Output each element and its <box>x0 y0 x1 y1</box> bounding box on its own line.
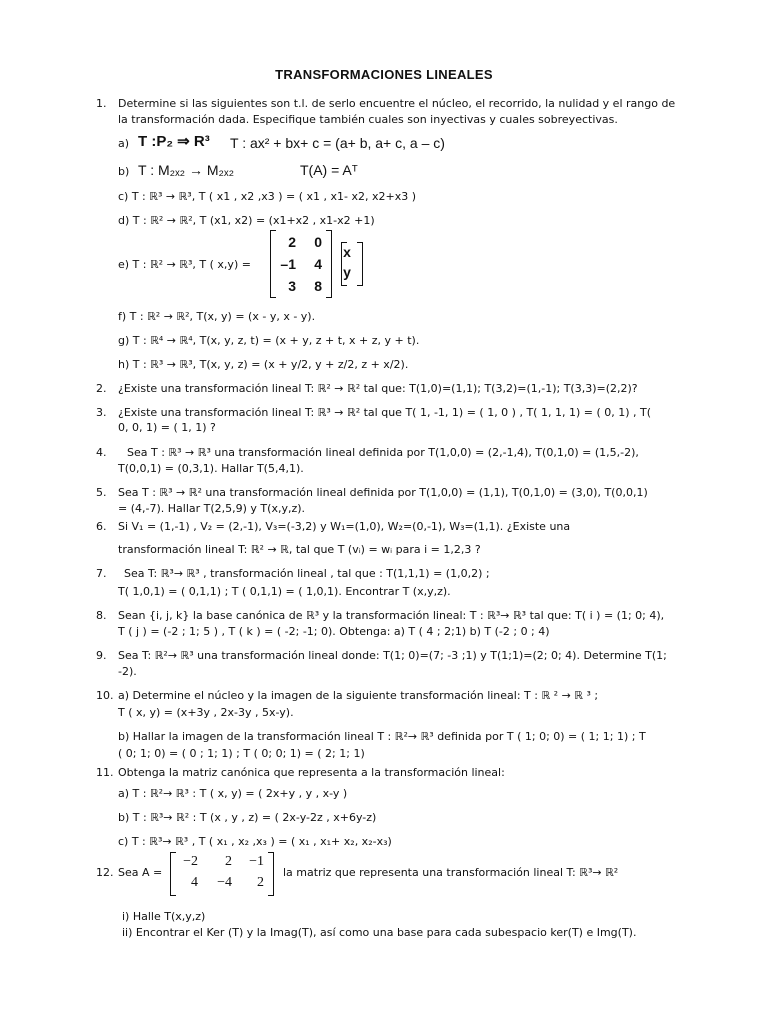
matrix-a-cell: −1 <box>249 854 264 869</box>
problem-12-sea: Sea A = <box>118 866 163 879</box>
problem-11a: a) T : ℝ²→ ℝ³ : T ( x, y) = ( 2x+y , y , x-y ) <box>118 787 348 800</box>
matrix-a <box>170 852 274 896</box>
problem-12i: i) Halle T(x,y,z) <box>122 910 206 923</box>
problem-11-text: Obtenga la matriz canónica que representa a la transformación lineal: <box>118 766 505 779</box>
problem-4-text-line2: T(0,0,1) = (0,3,1). Hallar T(5,4,1). <box>118 462 304 475</box>
problem-1-text-line1: Determine si las siguientes son t.l. de serlo encuentre el núcleo, el recorrido, la nulidad y el rango de <box>118 97 676 110</box>
problem-5-text-line2: = (4,-7). Hallar T(2,5,9) y T(x,y,z). <box>118 502 306 515</box>
matrix-e-cell: 3 <box>288 278 296 294</box>
problem-7-text-line2: T( 1,0,1) = ( 0,1,1) ; T ( 0,1,1) = ( 1,0,1). Encontrar T (x,y,z). <box>118 585 451 598</box>
matrix-e-cell: 2 <box>288 234 296 250</box>
problem-2-text: ¿Existe una transformación lineal T: ℝ² → ℝ² tal que: T(1,0)=(1,1); T(3,2)=(1,-1); T(3,3)=(2,2)? <box>118 382 638 395</box>
matrix-a-cell: −4 <box>217 875 232 890</box>
matrix-e-cell: 8 <box>314 278 322 294</box>
problem-1e: e) T : ℝ² → ℝ³, T ( x,y) = <box>118 258 251 271</box>
problem-1-text-line2: la transformación dada. Especifique también cuales son inyectivas y cuales sobreyectivas. <box>118 113 618 126</box>
item-number-6: 6. <box>96 520 107 533</box>
item-number-4: 4. <box>96 446 107 459</box>
problem-6-text-line2: transformación lineal T: ℝ² → ℝ, tal que T (vᵢ) = wᵢ para i = 1,2,3 ? <box>118 543 481 556</box>
matrix-e-cell: 0 <box>314 234 322 250</box>
matrix-a-cell: −2 <box>183 854 198 869</box>
problem-1a-label: a) <box>118 137 130 150</box>
problem-10b-text-line2: ( 0; 1; 0) = ( 0 ; 1; 1) ; T ( 0; 0; 1) = ( 2; 1; 1) <box>118 747 365 760</box>
item-number-11: 11. <box>96 766 114 779</box>
problem-8-text-line1: Sean {i, j, k} la base canónica de ℝ³ y la transformación lineal: T : ℝ³→ ℝ³ tal que: T( i ) = (1; 0; 4), <box>118 609 665 622</box>
problem-1g: g) T : ℝ⁴ → ℝ⁴, T(x, y, z, t) = (x + y, z + t, x + z, y + t). <box>118 334 420 347</box>
matrix-a-cell: 4 <box>191 875 198 890</box>
problem-3-text-line1: ¿Existe una transformación lineal T: ℝ³ → ℝ² tal que T( 1, -1, 1) = ( 1, 0 ) , T( 1, 1, 1) = ( 0, 1) , T( <box>118 406 652 419</box>
problem-1d: d) T : ℝ² → ℝ², T (x1, x2) = (x1+x2 , x1-x2 +1) <box>118 214 375 227</box>
matrix-e-cell: 4 <box>314 256 322 272</box>
item-number-1: 1. <box>96 97 107 110</box>
problem-11c: c) T : ℝ³→ ℝ³ , T ( x₁ , x₂ ,x₃ ) = ( x₁ , x₁+ x₂, x₂-x₃) <box>118 835 392 848</box>
item-number-3: 3. <box>96 406 107 419</box>
matrix-a-cell: 2 <box>257 875 264 890</box>
item-number-12: 12. <box>96 866 114 879</box>
problem-4-text-line1: Sea T : ℝ³ → ℝ³ una transformación lineal definida por T(1,0,0) = (2,-1,4), T(0,1,0) = (1,5,-2), <box>127 446 639 459</box>
problem-5-text-line1: Sea T : ℝ³ → ℝ² una transformación lineal definida por T(1,0,0) = (1,1), T(0,1,0) = (3,0), T(0,0,1) <box>118 486 648 499</box>
problem-1b-definition: T(A) = Aᵀ <box>300 162 358 178</box>
vector-e-cell: y <box>343 264 351 280</box>
problem-7-text-line1: Sea T: ℝ³→ ℝ³ , transformación lineal , tal que : T(1,1,1) = (1,0,2) ; <box>124 567 490 580</box>
matrix-a-cell: 2 <box>225 854 232 869</box>
matrix-e <box>270 230 332 298</box>
problem-6-text-line1: Si V₁ = (1,-1) , V₂ = (2,-1), V₃=(-3,2) y W₁=(1,0), W₂=(0,-1), W₃=(1,1). ¿Existe una <box>118 520 571 533</box>
problem-1c: c) T : ℝ³ → ℝ³, T ( x1 , x2 ,x3 ) = ( x1 , x1- x2, x2+x3 ) <box>118 190 416 203</box>
problem-9-text-line1: Sea T: ℝ²→ ℝ³ una transformación lineal donde: T(1; 0)=(7; -3 ;1) y T(1;1)=(2; 0; 4). Determine T(1; <box>118 649 667 662</box>
item-number-8: 8. <box>96 609 107 622</box>
item-number-9: 9. <box>96 649 107 662</box>
problem-11b: b) T : ℝ³→ ℝ² : T (x , y , z) = ( 2x-y-2z , x+6y-z) <box>118 811 377 824</box>
vector-e-cell: x <box>343 244 351 260</box>
vector-e <box>341 242 363 286</box>
item-number-5: 5. <box>96 486 107 499</box>
problem-1b-label: b) <box>118 165 130 178</box>
problem-1h: h) T : ℝ³ → ℝ³, T(x, y, z) = (x + y/2, y + z/2, z + x/2). <box>118 358 409 371</box>
problem-10a-text-line2: T ( x, y) = (x+3y , 2x-3y , 5x-y). <box>118 706 294 719</box>
item-number-10: 10. <box>96 689 114 702</box>
problem-1f: f) T : ℝ² → ℝ², T(x, y) = (x - y, x - y). <box>118 310 316 323</box>
problem-8-text-line2: T ( j ) = (-2 ; 1; 5 ) , T ( k ) = ( -2; -1; 0). Obtenga: a) T ( 4 ; 2;1) b) T (-2 ; 0 ; 4) <box>118 625 550 638</box>
problem-3-text-line2: 0, 0, 1) = ( 1, 1) ? <box>118 421 216 434</box>
item-number-2: 2. <box>96 382 107 395</box>
problem-1a-map: T :P₂ ⇒ R³ <box>138 133 210 150</box>
problem-1a-definition: T : ax² + bx+ c = (a+ b, a+ c, a – c) <box>230 135 445 151</box>
item-number-7: 7. <box>96 567 107 580</box>
problem-9-text-line2: -2). <box>118 665 137 678</box>
document-title: TRANSFORMACIONES LINEALES <box>275 67 493 82</box>
problem-12-text: la matriz que representa una transformación lineal T: ℝ³→ ℝ² <box>283 866 619 879</box>
problem-1b-map: T : M₂ₓ₂ → M₂ₓ₂ <box>138 162 234 178</box>
problem-10b-text-line1: b) Hallar la imagen de la transformación lineal T : ℝ²→ ℝ³ definida por T ( 1; 0; 0) = ( 1; 1; 1) ; T <box>118 730 646 743</box>
matrix-e-cell: –1 <box>280 256 296 272</box>
problem-10a-text-line1: a) Determine el núcleo y la imagen de la siguiente transformación lineal: T : ℝ ² → ℝ ³ ; <box>118 689 599 702</box>
problem-12ii: ii) Encontrar el Ker (T) y la Imag(T), así como una base para cada subespacio ker(T) e Img(T). <box>122 926 637 939</box>
